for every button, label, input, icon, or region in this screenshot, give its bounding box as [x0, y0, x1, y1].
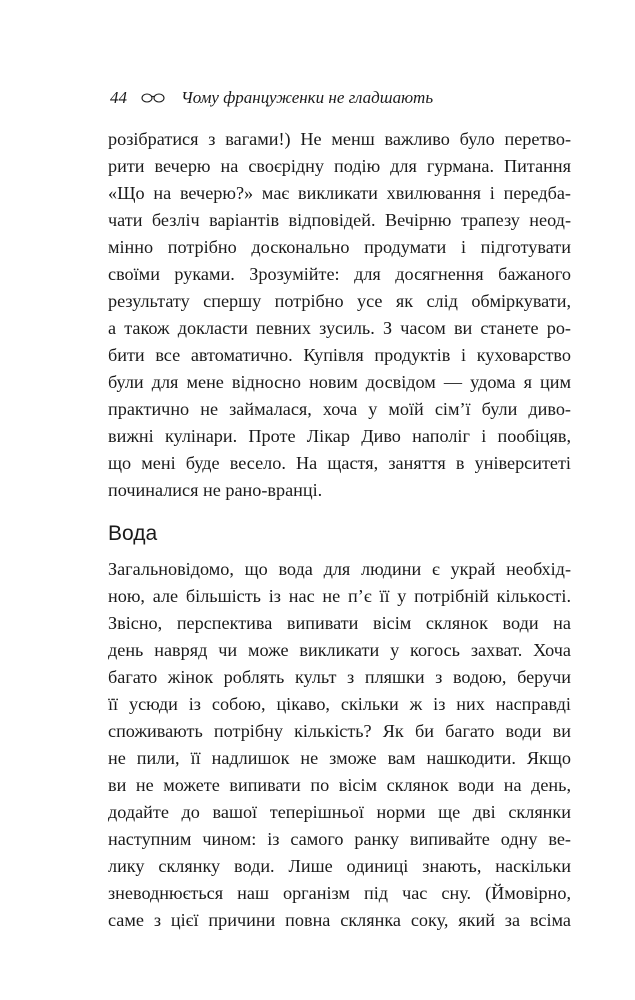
section-heading: Вода — [108, 522, 158, 545]
text-line: рити вечерю на своєрідну подію для гурмана. Питання — [108, 156, 571, 176]
running-head — [110, 84, 590, 112]
text-line: споживають потрібну кількість? Як би багато води ви — [108, 721, 571, 741]
text-line: не пили, її надлишок не зможе вам нашкодити. Якщо — [108, 748, 571, 768]
text-line: ви не можете випивати по вісім склянок води на день, — [108, 775, 571, 795]
text-line: бити все автоматично. Купівля продуктів і куховарство — [108, 345, 571, 365]
text-line: чати безліч варіантів відповідей. Вечірню трапезу неод- — [108, 210, 571, 230]
text-line: додайте до вашої теперішньої норми ще дві склянки — [108, 802, 571, 822]
text-line: Загальновідомо, що вода для людини є украй необхід- — [108, 559, 571, 579]
text-line: результату спершу потрібно усе як слід обміркувати, — [108, 291, 571, 311]
text-line: день навряд чи може викликати у когось захват. Хоча — [108, 640, 571, 660]
text-line: своїми руками. Зрозумійте: для досягнення бажаного — [108, 264, 571, 284]
text-line: її усюди із собою, цікаво, скільки ж із них насправді — [108, 694, 571, 714]
page-number: 44 — [110, 88, 127, 107]
text-line: мінно потрібно досконально продумати і підготувати — [108, 237, 571, 257]
text-line: розібратися з вагами!) Не менш важливо було перетво- — [108, 129, 571, 149]
page-body — [108, 126, 571, 934]
text-line: ною, але більшість із нас не п’є її у потрібній кількості. — [108, 586, 571, 606]
text-line: Звісно, перспектива випивати вісім склянок води на — [108, 613, 571, 633]
text-line: лику склянку води. Лише одиниці знають, наскільки — [108, 856, 571, 876]
body-paragraph — [108, 556, 571, 934]
text-line: були для мене відносно новим досвідом — удома я цим — [108, 372, 571, 392]
text-line: «Що на вечерю?» має викликати хвилювання і передба- — [108, 183, 571, 203]
glasses-ornament-icon — [141, 92, 165, 104]
text-line: практично не займалася, хоча у моїй сім’ї були диво- — [108, 399, 571, 419]
text-line: а також докласти певних зусиль. З часом ви станете ро- — [108, 318, 571, 338]
text-line: багато жінок роблять культ з пляшки з водою, беручи — [108, 667, 571, 687]
text-line: наступним чином: із самого ранку випивайте одну ве- — [108, 829, 571, 849]
text-line: що мені буде весело. На щастя, заняття в університеті — [108, 453, 571, 473]
text-line: вижні кулінари. Проте Лікар Диво наполіг і пообіцяв, — [108, 426, 571, 446]
text-line: зневоднюється наш організм під час сну. (Ймовірно, — [108, 883, 571, 903]
text-line: починалися не рано-вранці. — [108, 480, 323, 500]
body-paragraph — [108, 126, 571, 504]
running-head-title: Чому француженки не гладшають — [181, 88, 434, 107]
text-line: саме з цієї причини повна склянка соку, який за всіма — [108, 910, 571, 930]
